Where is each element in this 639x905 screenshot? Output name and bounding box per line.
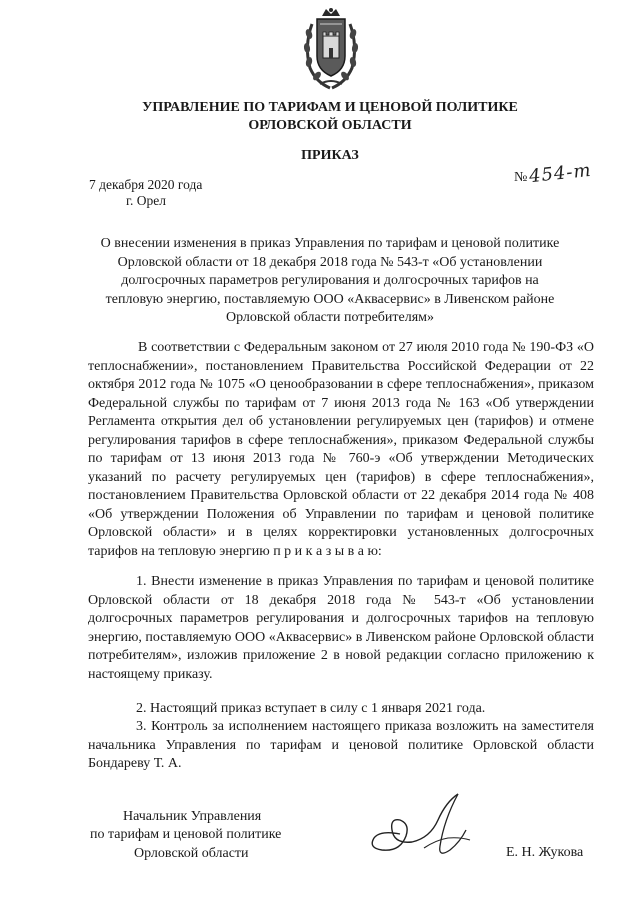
order-number-handwritten: 454-т	[528, 159, 593, 188]
subject-line: О внесении изменения в приказ Управления по тарифам и ценовой политике	[100, 236, 560, 251]
signer-name: Е. Н. Жукова	[506, 845, 584, 860]
handwritten-signature	[360, 790, 490, 865]
organization-name-line2: ОРЛОВСКОЙ ОБЛАСТИ	[248, 118, 412, 133]
signer-position-line2: по тарифам и ценовой политике	[90, 827, 282, 842]
order-item-3: 3. Контроль за исполнением настоящего приказа возложить на заместителя начальника Управления по тарифам и ценовой политике Орловской области Бондареву Т. А.	[88, 719, 594, 772]
signer-position-line3: Орловской области	[134, 846, 249, 861]
coat-of-arms-icon	[300, 6, 362, 92]
subject-line: тепловую энергию, поставляемую ООО «Аквасервис» в Ливенском районе	[105, 291, 555, 307]
order-item-2: 2. Настоящий приказ вступает в силу с 1 января 2021 года.	[136, 701, 486, 716]
subject-line: долгосрочных параметров регулирования и долгосрочных тарифов на	[121, 273, 539, 289]
order-item-1: 1. Внести изменение в приказ Управления по тарифам и ценовой политике Орловской области от 18 декабря 2018 года № 543-т «Об установлении долгосрочных параметров регулирования и долгосрочных тарифов на тепловую энергию, поставляемую ООО «Аквасервис» в Ливенском районе Орловской области потребителям», изложив приложение 2 в новой редакции согласно приложению к настоящему приказу.	[88, 574, 594, 682]
subject-line: Орловской области от 18 декабря 2018 года № 543-т «Об установлении	[117, 254, 543, 270]
signer-position-line1: Начальник Управления	[123, 809, 262, 824]
organization-name-line1: УПРАВЛЕНИЕ ПО ТАРИФАМ И ЦЕНОВОЙ ПОЛИТИКЕ	[142, 100, 518, 115]
order-date: 7 декабря 2020 года	[89, 177, 203, 192]
preamble-paragraph: В соответствии с Федеральным законом от 27 июля 2010 года № 190-ФЗ «О теплоснабжении», постановлением Правительства Российской Федерации от 22 октября 2012 года № 1075 «О ценообразовании в сфере теплоснабжения», приказом Федеральной службы по тарифам от 7 июня 2013 года № 163 «Об утверждении Регламента открытия дел об установлении регулируемых цен (тарифов) и отмене регулирования тарифов в сфере теплоснабжения», приказом Федеральной службы по тарифам от 13 июня 2013 года № 760-э «Об утверждении Методических указаний по расчету регулируемых цен (тарифов) в сфере теплоснабжения», постановлением Правительства Орловской области от 22 декабря 2014 года № 408 «Об утверждении Положения об Управлении по тарифам и ценовой политике Орловской области» и в целях корректировки установленных долгосрочных тарифов на тепловую энергию п р и к а з ы в а ю:	[88, 340, 594, 560]
order-number-sign: №	[514, 170, 528, 185]
order-subject	[60, 235, 600, 328]
subject-line: Орловской области потребителям»	[225, 310, 435, 326]
order-city: г. Орел	[126, 193, 166, 208]
document-type-title: ПРИКАЗ	[301, 148, 359, 163]
